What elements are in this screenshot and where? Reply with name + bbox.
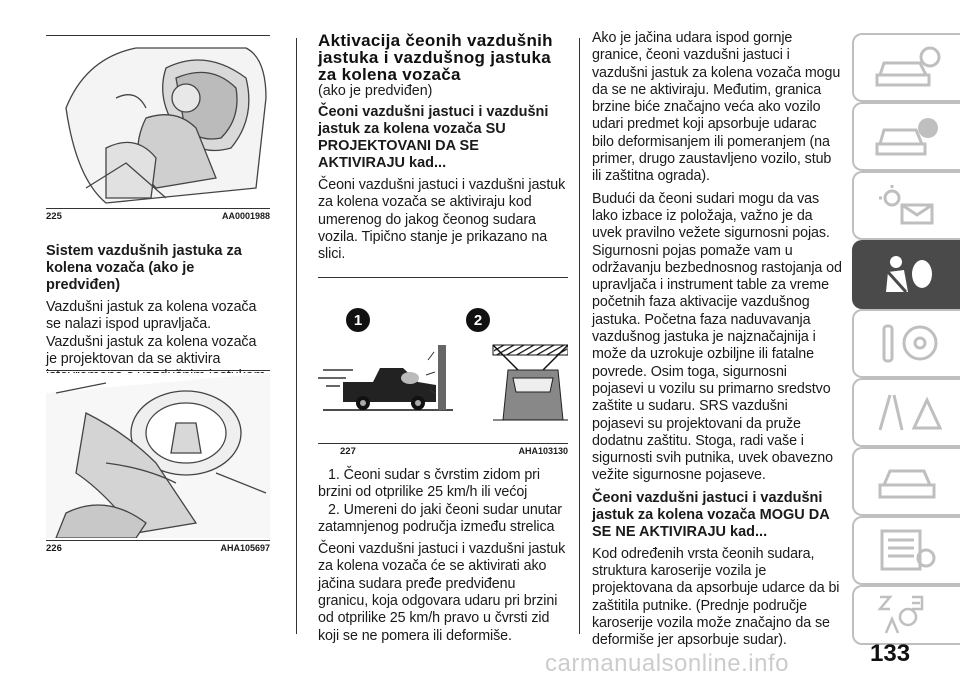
tab-specifications[interactable] [852, 516, 960, 585]
chapter-sidebar [852, 0, 960, 678]
car-warning-icon [872, 114, 942, 159]
section-title: Aktivacija čeonih vazdušnih jastuka i vazdušnog jastuka za kolena vozača [318, 31, 553, 84]
car-info-icon [872, 45, 942, 90]
deploy-heading: Čeoni vazdušni jastuci i vazdušni jastuk za kolena vozača SU PROJEKTOVANI DA SE AKTIVIRAJU kad... [318, 104, 549, 171]
top-rule-col1 [46, 35, 270, 36]
fig227-rule [318, 443, 568, 444]
deploy-threshold-body: Čeoni vazdušni jastuci i vazdušni jastuk za kolena vozača će se aktivirati ako jačina sudara pređe predviđenu granicu, koja odgovara udaru pri brzini od otprilike 25 km/h pravo u čvrsti zid koji se ne pomera ili deformiše. [318, 541, 566, 644]
fig226-caption [46, 543, 270, 554]
figure-225 [46, 38, 270, 206]
figure-226 [46, 373, 270, 538]
dashboard-lights-icon [872, 183, 942, 228]
marker-1 [346, 308, 370, 332]
figure-number: 225 [46, 211, 62, 222]
marker-2 [466, 308, 490, 332]
figure-code: AHA105697 [220, 543, 270, 553]
tab-car-info[interactable] [852, 33, 960, 102]
marker-2-label: 2 [473, 312, 483, 329]
seatbelt-body: Budući da čeoni sudari mogu da vas lako izbace iz položaja, važno je da uvek pravilno vežete sigurnosni pojas. Sigurnosni pojas pomaže vam u održavanju bezbednosnog rastojanja od upravljača i instrument table za vreme početnih faza aktivacije vazdušnog jastuka. Početna faza naduvavanja vazdušnog jastuka je najznačajnija i može da uzrokuje ozbiljne ili fatalne povrede. Osim toga, sigurnosni pojasevi u vozilu su primarno sredstvo zaštite u sudaru. SRS vazdušni pojasevi su projektovani da pruže dodatnu zaštitu. Stoga, radi vaše i sigurnosti svih putnika, uvek obavezno vežite sigurnosne pojaseve. [592, 190, 842, 484]
knee-airbag-heading: Sistem vazdušnih jastuka za kolena vozača (ako je predviđen) [46, 243, 242, 293]
list-item-1: 1. Čeoni sudar s čvrstim zidom pri brzini od otprilike 25 km/h ili većoj [318, 467, 540, 501]
fig227-caption [340, 446, 568, 457]
watermark: carmanualsonline.info [545, 650, 789, 677]
not-deploy-heading: Čeoni vazdušni jastuci i vazdušni jastuk za kolena vozača MOGU DA SE NE AKTIVIRAJU kad... [592, 489, 830, 540]
crash-truck [318, 345, 453, 410]
tab-car-warning[interactable] [852, 102, 960, 171]
driver-knee-airbag-illustration [46, 373, 270, 538]
knee-airbag-body: Vazdušni jastuk za kolena vozača se nalazi ispod upravljača. Vazdušni jastuk za kolena vozača je projektovan da se aktivira [46, 299, 257, 367]
fig225-caption [46, 211, 270, 222]
fig226-rule [46, 540, 270, 541]
fig225-rule [46, 208, 270, 209]
deploy-body: Čeoni vazdušni jastuci i vazdušni jastuk za kolena vozača se aktiviraju kod umerenog do jakog čeonog sudara vozila. Tipično stanje je prikazano na slici. [318, 177, 566, 263]
car-service-icon [872, 459, 942, 504]
airbag-knee-illustration [46, 38, 270, 206]
fig226-top-rule [46, 370, 270, 371]
index-icon [872, 593, 942, 638]
not-deploy-body: Kod određenih vrsta čeonih sudara, struktura karoserije vozila je projektovana da apsorbuje udarce da bi zaštitila putnike. (Prednje područje karoserije vozila može značajno da se deformiše jer apsorbuje sudar). [592, 545, 840, 649]
figure-code: AA0001988 [221, 211, 270, 221]
tab-road-warning[interactable] [852, 378, 960, 447]
section-subtitle: (ako je predviđen) [318, 83, 433, 99]
threshold-body: Ako je jačina udara ispod gornje granice, čeoni vazdušni jastuci i vazdušni jastuk za kolena vozača mogu da se ne aktiviraju. Međutim, granica brzine biće značajno veća ako vozilo udari predmet koji apsorbuje udarac bilo deformisanjem ili pomeranjem (na primer, drugo zaustavljeno vozilo, stub ili zaštitna ograda). [592, 30, 841, 185]
marker-1-label: 1 [353, 312, 363, 329]
road-warning-icon [872, 390, 942, 435]
tab-dashboard-lights[interactable] [852, 171, 960, 240]
column-divider-2 [579, 38, 580, 634]
airbag-safety-icon [872, 252, 942, 297]
frontal-crash-illustration [318, 290, 568, 440]
figure-227 [318, 290, 568, 440]
tab-car-service[interactable] [852, 447, 960, 516]
crash-zone-diagram [493, 345, 568, 420]
page-number: 133 [870, 640, 911, 667]
tab-index[interactable] [852, 585, 960, 645]
column-divider-1 [296, 38, 297, 634]
figure-number: 226 [46, 543, 62, 554]
figure-code: AHA103130 [518, 446, 568, 456]
key-steering-icon [872, 321, 942, 366]
specifications-icon [872, 528, 942, 573]
figure-number: 227 [340, 446, 356, 457]
fig227-top-rule [318, 277, 568, 278]
tab-airbag-safety[interactable] [852, 240, 960, 309]
tab-key-steering[interactable] [852, 309, 960, 378]
list-item-2: 2. Umereni do jaki čeoni sudar unutar zatamnjenog područja između strelica [318, 501, 562, 535]
